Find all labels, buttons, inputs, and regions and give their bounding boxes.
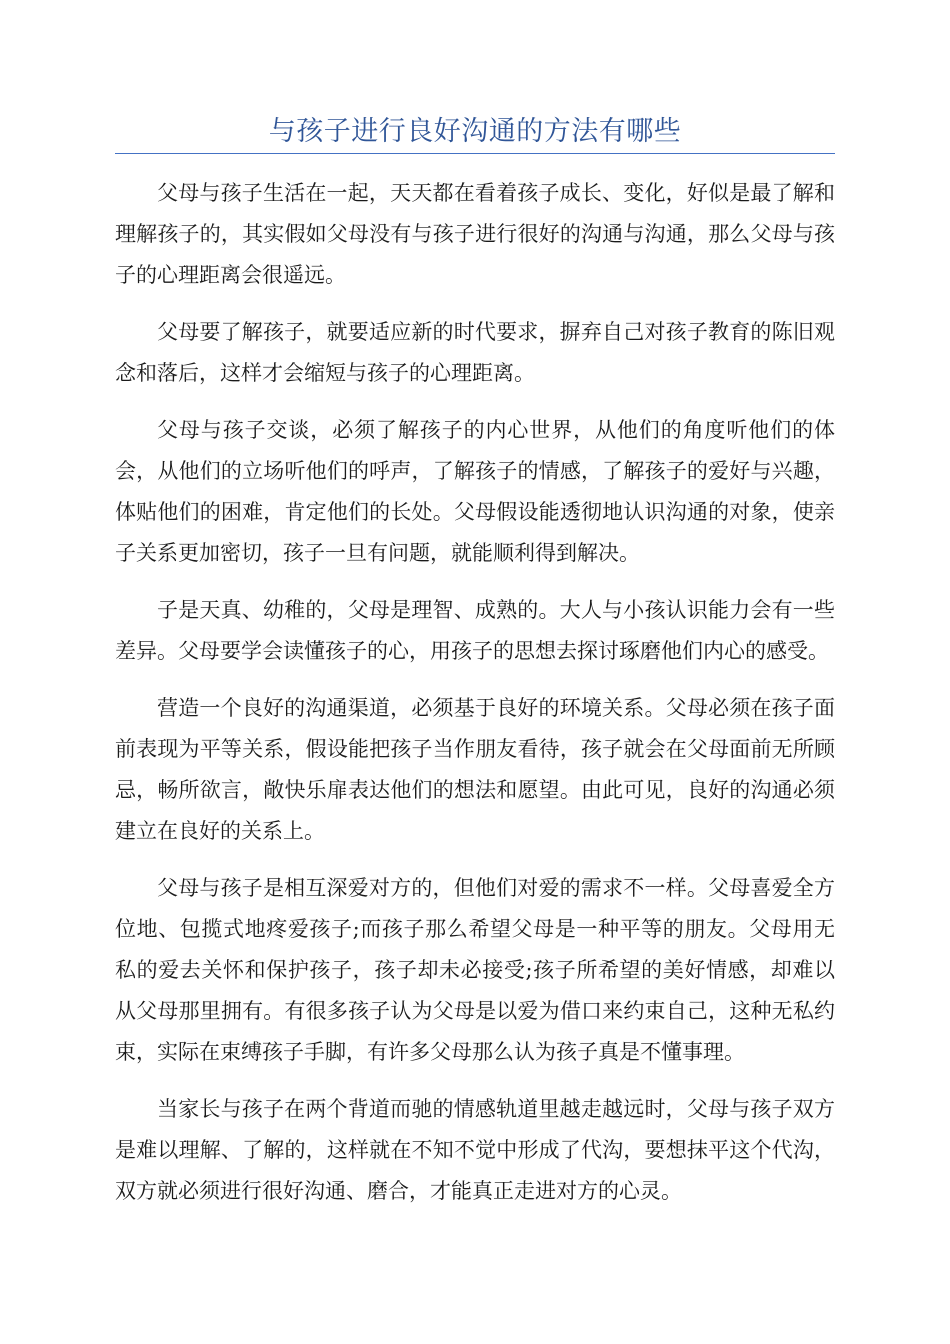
document-title: 与孩子进行良好沟通的方法有哪些 [268,116,682,147]
paragraph-7: 当家长与孩子在两个背道而驰的情感轨道里越走越远时，父母与孩子双方是难以理解、了解的，这样就在不知不觉中形成了代沟，要想抹平这个代沟，双方就必须进行很好沟通、磨合，才能真正走进对方的心灵。 [115,1097,835,1203]
paragraph-4: 子是天真、幼稚的，父母是理智、成熟的。大人与小孩认识能力会有一些差异。父母要学会读懂孩子的心，用孩子的思想去探讨琢磨他们内心的感受。 [115,598,835,663]
paragraph-2: 父母要了解孩子，就要适应新的时代要求，摒弃自己对孩子教育的陈旧观念和落后，这样才会缩短与孩子的心理距离。 [115,320,835,385]
paragraph-6: 父母与孩子是相互深爱对方的，但他们对爱的需求不一样。父母喜爱全方位地、包揽式地疼爱孩子;而孩子那么希望父母是一种平等的朋友。父母用无私的爱去关怀和保护孩子，孩子却未必接受;孩子所希望的美好情感，却难以从父母那里拥有。有很多孩子认为父母是以爱为借口来约束自己，这种无私约束，实际在束缚孩子手脚，有许多父母那么认为孩子真是不懂事理。 [115,876,835,1064]
paragraph-1: 父母与孩子生活在一起，天天都在看着孩子成长、变化，好似是最了解和理解孩子的，其实假如父母没有与孩子进行很好的沟通与沟通，那么父母与孩子的心理距离会很遥远。 [115,181,835,287]
title-container [115,112,835,152]
paragraph-5: 营造一个良好的沟通渠道，必须基于良好的环境关系。父母必须在孩子面前表现为平等关系，假设能把孩子当作朋友看待，孩子就会在父母面前无所顾忌，畅所欲言，敞快乐扉表达他们的想法和愿望。由此可见，良好的沟通必须建立在良好的关系上。 [115,696,835,843]
paragraph-3: 父母与孩子交谈，必须了解孩子的内心世界，从他们的角度听他们的体会，从他们的立场听他们的呼声，了解孩子的情感，了解孩子的爱好与兴趣，体贴他们的困难，肯定他们的长处。父母假设能透彻地认识沟通的对象，使亲子关系更加密切，孩子一旦有问题，就能顺利得到解决。 [115,418,835,565]
title-underline [115,153,835,154]
document-body [115,173,835,1228]
